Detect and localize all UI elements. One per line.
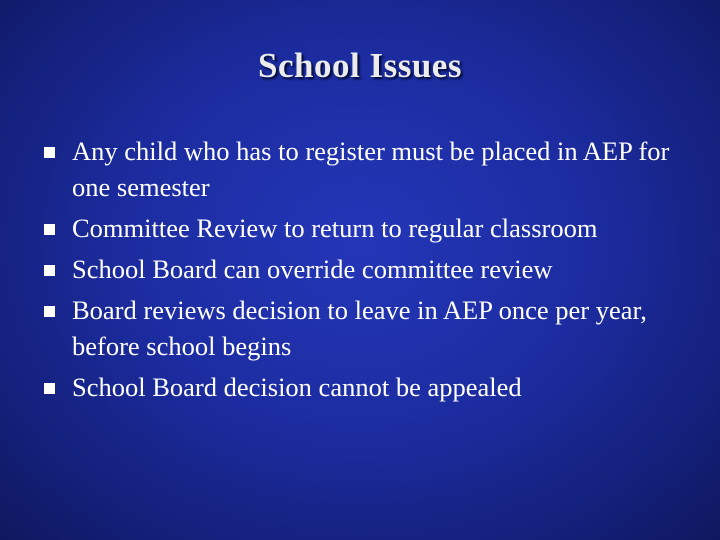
bullet-list xyxy=(44,133,694,410)
square-bullet-icon xyxy=(44,306,55,317)
slide-title: School Issues xyxy=(258,46,462,85)
bullet-text: School Board decision cannot be appealed xyxy=(72,372,522,402)
square-bullet-icon xyxy=(44,147,55,158)
bullet-item xyxy=(44,369,694,405)
bullet-text: Any child who has to register must be placed in AEP for one semester xyxy=(72,136,670,202)
square-bullet-icon xyxy=(44,224,55,235)
bullet-item xyxy=(44,210,694,246)
bullet-item xyxy=(44,251,694,287)
bullet-item xyxy=(44,133,694,205)
bullet-text: Board reviews decision to leave in AEP once per year, before school begins xyxy=(72,295,647,361)
square-bullet-icon xyxy=(44,265,55,276)
square-bullet-icon xyxy=(44,383,55,394)
bullet-text: School Board can override committee review xyxy=(72,254,553,284)
bullet-item xyxy=(44,292,694,364)
bullet-text: Committee Review to return to regular classroom xyxy=(72,213,598,243)
